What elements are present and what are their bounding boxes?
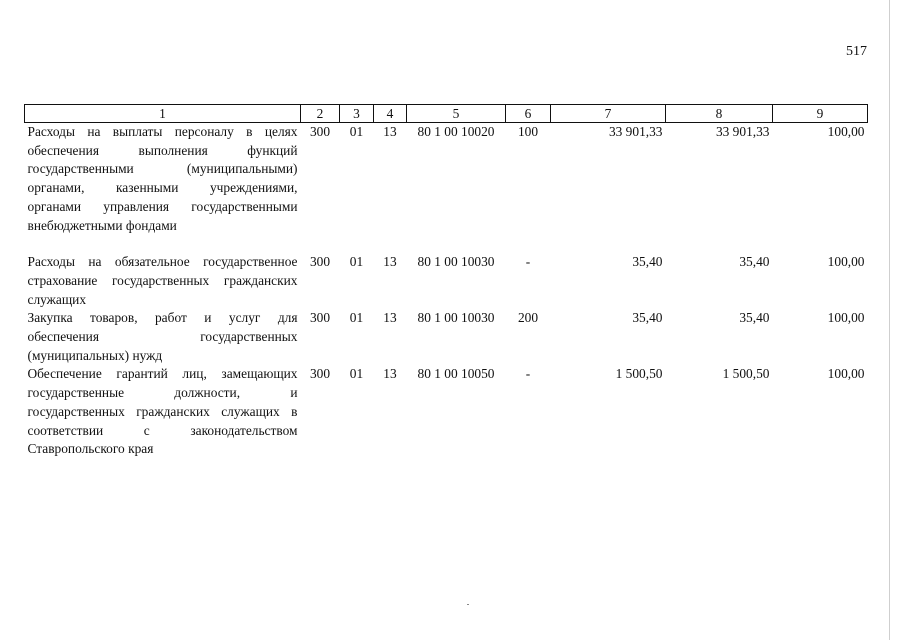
table-cell: 200 — [517, 310, 539, 326]
table-cell: 80 1 00 10050 — [417, 366, 495, 382]
table-cell: 80 1 00 10030 — [417, 254, 495, 270]
table-cell: 33 901,33 — [608, 124, 663, 139]
column-header: 7 — [551, 105, 666, 123]
table-cell: 100,00 — [827, 254, 865, 270]
table-cell: 35,40 — [739, 254, 770, 270]
table-cell: 100,00 — [827, 310, 865, 326]
table-header-row — [25, 105, 868, 123]
table-row — [25, 365, 868, 459]
expense-name-cell: Расходы на обязательное государственное страхование государственных гражданских служащих — [27, 254, 298, 307]
table-cell: - — [525, 254, 531, 270]
table-cell: 13 — [383, 310, 397, 326]
column-header: 2 — [301, 105, 340, 123]
table-cell: 100,00 — [827, 124, 865, 139]
table-row — [25, 309, 868, 365]
table-cell: 01 — [349, 124, 364, 139]
table-cell: 100,00 — [827, 366, 865, 382]
table-cell: 300 — [309, 254, 331, 270]
table-cell: 100 — [517, 124, 539, 139]
expense-name-cell: Закупка товаров, работ и услуг для обеспечения государственных (муниципальных) нужд — [27, 310, 298, 363]
table-cell: 01 — [349, 310, 364, 326]
table-cell: 35,40 — [632, 254, 663, 270]
expense-name-cell: Расходы на выплаты персоналу в целях обеспечения выполнения функций государственными (муниципальными) органами, казенными учреждениями, органами управления государственными внебюджетными фондами — [27, 124, 298, 233]
table-cell: 01 — [349, 366, 364, 382]
scan-speck — [467, 604, 469, 605]
table-cell: 300 — [309, 366, 331, 382]
table-cell: 33 901,33 — [715, 124, 770, 139]
column-header: 9 — [773, 105, 868, 123]
table-cell: 1 500,50 — [722, 366, 770, 382]
table-cell: 13 — [383, 366, 397, 382]
table-cell: 80 1 00 10020 — [417, 124, 495, 139]
page-number: 517 — [846, 44, 867, 59]
table-cell: 01 — [349, 254, 364, 270]
table-cell: 1 500,50 — [615, 366, 663, 382]
column-header: 6 — [506, 105, 551, 123]
table-row — [25, 123, 868, 236]
table-cell: 300 — [309, 124, 331, 139]
table-cell: 35,40 — [632, 310, 663, 326]
column-header: 5 — [407, 105, 506, 123]
table-spacer-row — [25, 235, 868, 253]
column-header: 3 — [340, 105, 374, 123]
table-cell: 300 — [309, 310, 331, 326]
expense-name-cell: Обеспечение гарантий лиц, замещающих государственные должности, и государственных гражданских служащих в соответствии с законодательством Ставропольского края — [27, 366, 298, 457]
scan-edge-line — [889, 0, 890, 640]
budget-table — [24, 104, 868, 459]
table-cell: - — [525, 366, 531, 382]
column-header: 8 — [666, 105, 773, 123]
table-cell: 13 — [383, 254, 397, 270]
table-cell: 35,40 — [739, 310, 770, 326]
table-row — [25, 253, 868, 309]
table-cell: 80 1 00 10030 — [417, 310, 495, 326]
column-header: 4 — [374, 105, 407, 123]
column-header: 1 — [25, 105, 301, 123]
table-cell: 13 — [383, 124, 397, 139]
